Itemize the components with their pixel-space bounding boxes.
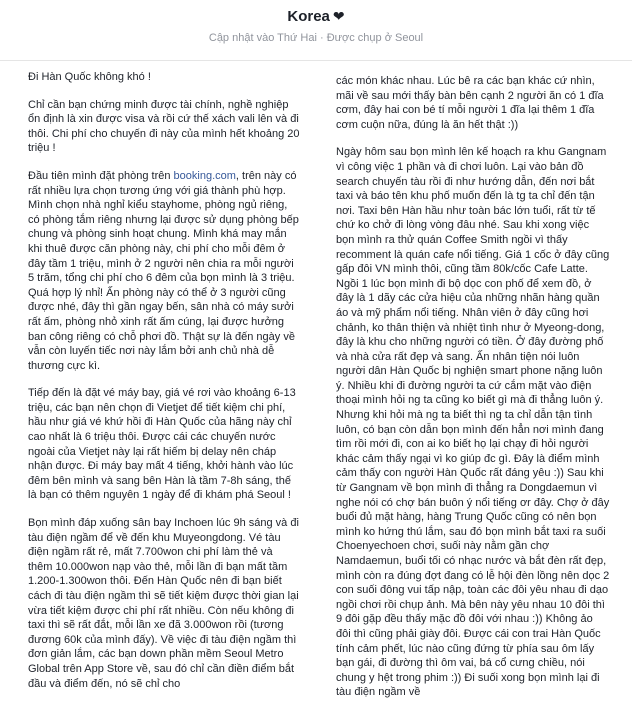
- paragraph-text: Đầu tiên mình đặt phòng trên: [28, 169, 174, 182]
- paragraph-text: , trên này có rất nhiều lựa chọn tương ứng với giá thành phù hợp. Mình chọn nhà nghỉ kiểu stayhome, phòng ngủ riêng, có phòng tắm riêng nhưng lại được sử dụng phòng bếp chung và phòng sinh hoạt chung. Mình khá may mắn khi thuê được căn phòng này, chi phí cho mỗi đêm ở đây tầm 1 triệu, mình ở 2 người nên chia ra mỗi người 5 trăm, tổng chi phí cho 6 đêm của bọn mình là 3 triệu. Quá hợp lý nhỉ! Ấn phòng này có thể ở 3 người cũng được nhé, đây thì gần ngay bến, sân nhà có máy sưởi rất ấm, phòng nhỏ xinh rất ấm cúng, lại được hưởng ban công riêng có chỗ phơi đồ. Thật sự là đến ngày về vẫn còn luyến tiếc nơi này lắm bởi anh chủ nhà dễ thương cực kì.: [28, 169, 299, 372]
- post-text-right-column: [336, 74, 610, 713]
- paragraph: Tiếp đến là đặt vé máy bay, giá vé rơi vào khoảng 6-13 triệu, các bạn nên chọn đi Vietjet để tiết kiệm chi phí, hầu như giá vé khứ hồi đi Hàn Quốc của hãng này chỉ cao nhất là 6 triệu thôi. Được cái các chuyến nước ngoài của Vietjet này lại rất hiếm bị delay nên cháp nhận được. Đi máy bay mất 4 tiếng, khởi hành vào lúc đêm bên mình và sang bên Hàn là tầm 7-8h sáng, thế là bạn có thêm nguyên 1 ngày để đi khám phá Seoul !: [28, 387, 296, 502]
- meta-separator: ·: [316, 32, 327, 44]
- paragraph: Chỉ cần bạn chứng minh được tài chính, nghề nghiệp ổn định là xin được visa và rồi cứ thế xách vali lên và đi thôi. Chi phí cho chuyến đi này của mình hết khoảng 20 triệu !: [28, 98, 300, 155]
- post-text-left-column: [28, 70, 300, 704]
- paragraph: [28, 169, 300, 373]
- album-title-text: Korea: [287, 8, 330, 25]
- location-link[interactable]: Seoul: [394, 32, 424, 44]
- post-header: [0, 0, 632, 61]
- album-title: [0, 8, 632, 25]
- paragraph: Bọn mình đáp xuống sân bay Inchoen lúc 9h sáng và đi tàu điện ngầm để về đến khu Muyeongdong. Vé tàu điện ngầm rất rẻ, mất 7.700won chi phí làm thẻ và thêm 10.000won nạp vào thẻ, mỗi lần đi bạn mất tầm 1.200-1.300won thôi. Đến Hàn Quốc nên đi bạn biết cách đi tàu điện ngầm thì sẽ tiết kiệm được thời gian lại vừa tiết kiệm được chi phí rất nhiều. Còn nếu không đi taxi thì sẽ rất đắt, mỗi lần xe đã 3.000won rồi (tương đương 60k của mình đấy). Về việc đi tàu điện ngầm thì đơn giản lắm, các bạn down phần mềm Seoul Metro Global trên App Store về, sau đó chỉ cần điền điểm bắt đầu và điểm đến, nó sẽ chỉ cho: [28, 517, 299, 690]
- post-meta: [0, 32, 632, 44]
- paragraph: Đi Hàn Quốc không khó !: [28, 71, 151, 83]
- paragraph: các món khác nhau. Lúc bê ra các bạn khác cứ nhìn, mãi về sau mới thấy bàn bên cạnh 2 người ăn có 1 đĩa cơm, đây hai con bé tí mỗi người 1 đĩa lại thêm 1 đĩa cơm cuộn nữa, đúng là ăn hết thật :)): [336, 75, 604, 131]
- heart-icon: ❤: [332, 8, 345, 24]
- booking-link[interactable]: booking.com: [173, 169, 236, 182]
- updated-time[interactable]: Cập nhật vào Thứ Hai: [208, 32, 317, 44]
- taken-at-label: Được chụp ở: [326, 32, 395, 44]
- paragraph: Ngày hôm sau bọn mình lên kế hoạch ra khu Gangnam vì công việc 1 phần và đi chơi luôn. Lại vào bản đồ search chuyến tàu rồi đi như hướng dẫn, đến nơi bắt taxi và báo tên khu phố muốn đến là tg ta chỉ đến tận nơi. Taxi bên Hàn hầu như toàn bác lớn tuổi, rất từ tế chứ ko chở đi lòng vòng đâu nhé. Sau khi xong việc bọn mình ra thử quán Coffee Smith ngồi vì thấy recomment là quán cafe nổi tiếng. Giá 1 cốc ở đây cũng gấp đôi VN mình thôi, cũng tầm 80k/cốc Cafe Latte. Ngồi 1 lúc bọn mình đi bộ dọc con phố để xem đồ, ở đây là 1 dãy các cửa hiệu của những nhãn hàng quần áo và mỹ phẩm nổi tiếng. Nhân viên ở đây cũng hơi chảnh, ko thân thiện và nhiệt tình như ở Myeong-dong, đây là khu cho những người có tiền. Ở đây đường phố và nhà cửa rất đẹp và sang. Ấn nhân tiện nói luôn người dân Hàn Quốc bị nghiện smart phone nặng luôn ý. Nhiều khi đi đường người ta cứ cắm mặt vào điện thoại mình hỏi ng ta cũng ko biết gì mà đi thẳng luôn ý. Nhưng khi hỏi mà ng ta biết thì ng ta chỉ dẫn tận tình luôn, có bạn còn dẫn bọn mình đến hẳn nơi mình đang tìm rồi mới đi, con ai ko biết họ lại chạy đi hỏi người khác cảm thấy ngại vì ko giúp đc gì. Đây là điểm mình cảm thấy con người Hàn Quốc rất đáng yêu :)) Sau khi từ Gangnam về bọn mình đi thẳng ra Dongdaemun vì nghe nói có chợ bán buôn ý nổi tiếng ơr đây. Chợ ở đây buổi đủ mặt hàng, hàng Trung Quốc cũng có nên bọn mình ko hứng thú lắm, sau đó bọn mình bắt taxi ra suối Choenyechoen chơi, suối này nằm gần chợ Namdaemun, buổi tối có nhạc nước và bắt đèn rất đẹp, mình còn ra đúng đợt đang có lễ hội đèn lồng nên dọc 2 con suối đông vui tấp nập, toàn các đôi yêu nhau đi dạo ngồi chơi rồi chụp ảnh. Mà bên này yêu nhau 10 đôi thì 9 đôi gặp đều thấy mặc đồ đôi với nhau :)) Không ảo đôi thì cũng phải giày đôi. Được cái con trai Hàn Quốc tính cảm phết, lúc nào cũng đứng từ phía sau ôm lấy bạn gái, đi đường thì ôm vai, bá cổ cưng chiều, nói chung y hệt trong phim :)) Đi suối xong bọn mình lại đi tàu điện ngầm về: [336, 146, 610, 699]
